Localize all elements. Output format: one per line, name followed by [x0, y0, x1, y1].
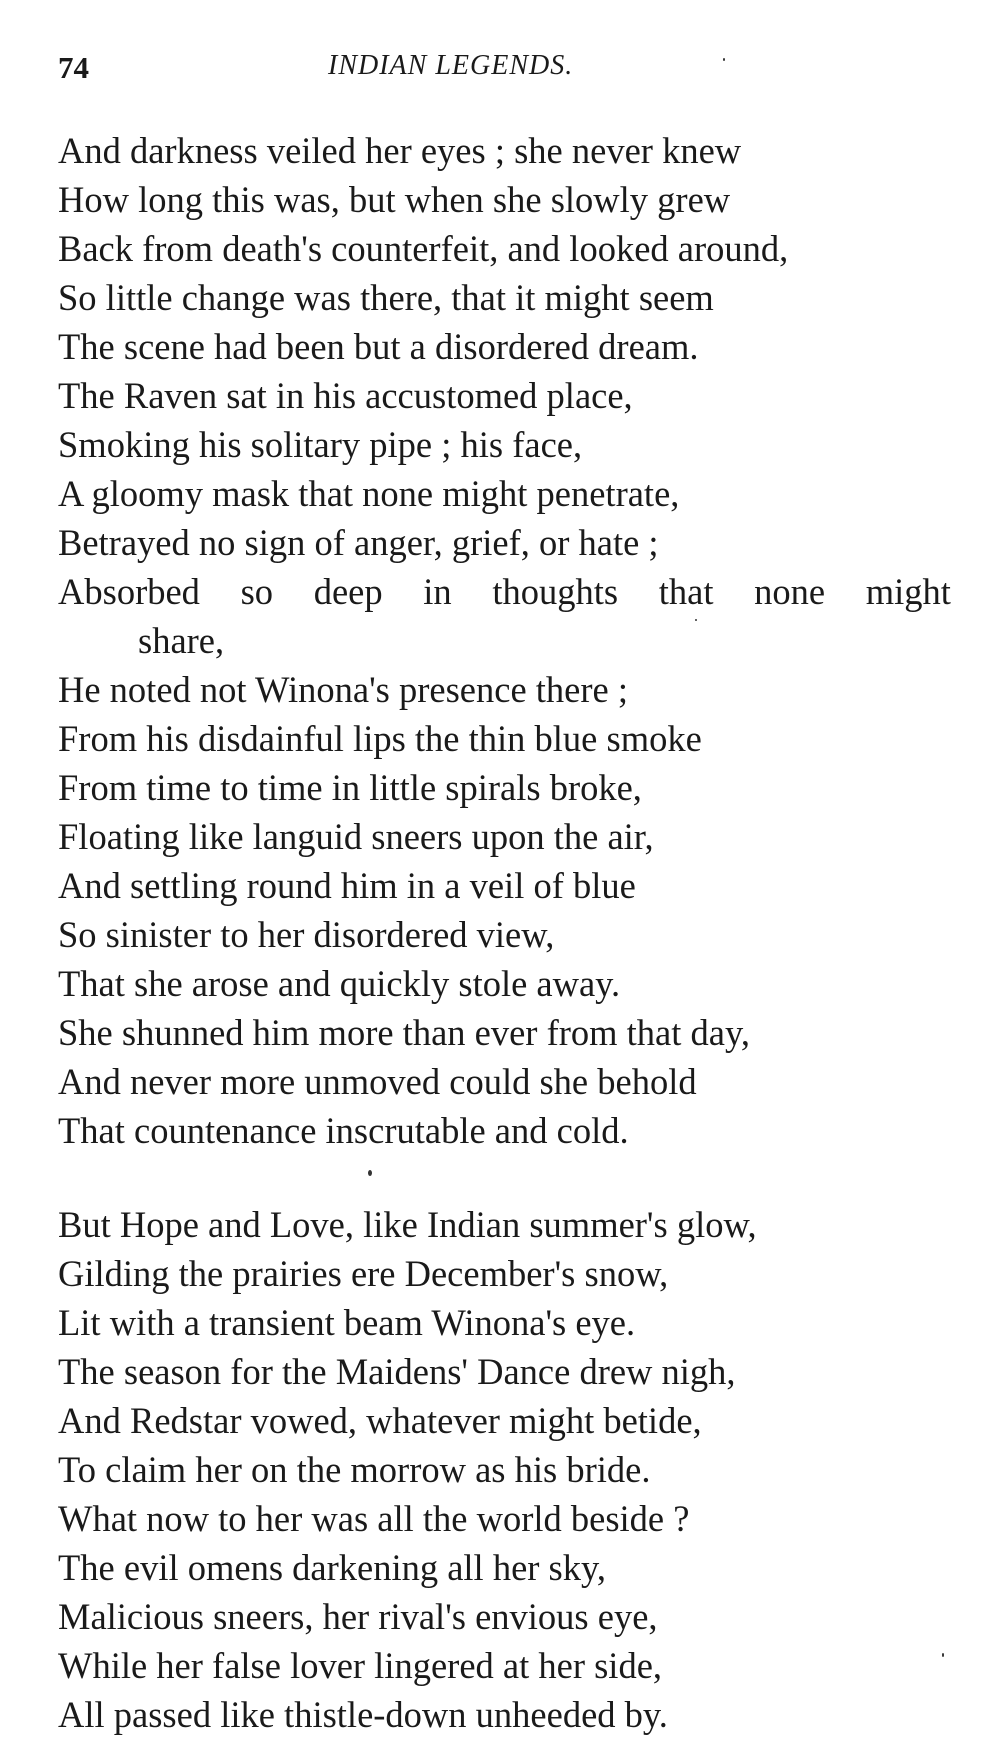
verse-word: none [754, 571, 826, 612]
verse-word: Absorbed [58, 571, 200, 612]
verse-word: that [658, 571, 714, 612]
verse-line: Malicious sneers, her rival's envious eye, [58, 1596, 658, 1637]
verse-line: Smoking his solitary pipe ; his face, [58, 424, 583, 465]
verse-line: That she arose and quickly stole away. [58, 963, 621, 1004]
verse-line: From his disdainful lips the thin blue smoke [58, 718, 702, 759]
ink-speck [368, 1170, 372, 1176]
running-head [58, 50, 938, 90]
verse-line: What now to her was all the world beside ? [58, 1498, 690, 1539]
verse-word: thoughts [492, 571, 619, 612]
verse-line: And darkness veiled her eyes ; she never knew [58, 130, 742, 171]
verse-line: But Hope and Love, like Indian summer's glow, [58, 1204, 757, 1245]
verse-word: so [240, 571, 274, 612]
verse-line: That countenance inscrutable and cold. [58, 1110, 629, 1151]
verse-word: might [865, 571, 951, 612]
verse-line: Betrayed no sign of anger, grief, or hate ; [58, 522, 659, 563]
verse-line: And never more unmoved could she behold [58, 1061, 697, 1102]
verse-line: Floating like languid sneers upon the air, [58, 816, 654, 857]
page-number: 74 [58, 50, 89, 85]
verse-word: deep [313, 571, 383, 612]
verse-line: He noted not Winona's presence there ; [58, 669, 628, 710]
verse-line: Gilding the prairies ere December's snow, [58, 1253, 669, 1294]
verse-line-continuation: share, [138, 620, 225, 661]
verse-line: Lit with a transient beam Winona's eye. [58, 1302, 636, 1343]
verse-line: Back from death's counterfeit, and looked around, [58, 228, 789, 269]
verse-line: She shunned him more than ever from that day, [58, 1012, 750, 1053]
poem-body [58, 126, 958, 1739]
verse-line: While her false lover lingered at her side, [58, 1645, 663, 1686]
verse-line: The evil omens darkening all her sky, [58, 1547, 607, 1588]
verse-line: To claim her on the morrow as his bride. [58, 1449, 651, 1490]
verse-line: The scene had been but a disordered dream. [58, 326, 699, 367]
verse-line: All passed like thistle-down unheeded by. [58, 1694, 668, 1735]
ink-speck [942, 1653, 944, 1657]
verse-line: So little change was there, that it might seem [58, 277, 714, 318]
ink-speck [723, 58, 725, 61]
verse-line: And Redstar vowed, whatever might betide, [58, 1400, 702, 1441]
verse-line-justified [58, 567, 951, 616]
ink-speck [695, 619, 697, 621]
verse-line: And settling round him in a veil of blue [58, 865, 636, 906]
verse-line: The season for the Maidens' Dance drew nigh, [58, 1351, 736, 1392]
verse-line: From time to time in little spirals broke, [58, 767, 642, 808]
verse-line: How long this was, but when she slowly grew [58, 179, 731, 220]
verse-line: So sinister to her disordered view, [58, 914, 555, 955]
verse-word: in [423, 571, 452, 612]
stanza-1 [58, 126, 958, 1155]
verse-line: A gloomy mask that none might penetrate, [58, 473, 680, 514]
running-title: INDIAN LEGENDS. [328, 50, 574, 81]
verse-line: The Raven sat in his accustomed place, [58, 375, 633, 416]
stanza-2 [58, 1200, 958, 1739]
